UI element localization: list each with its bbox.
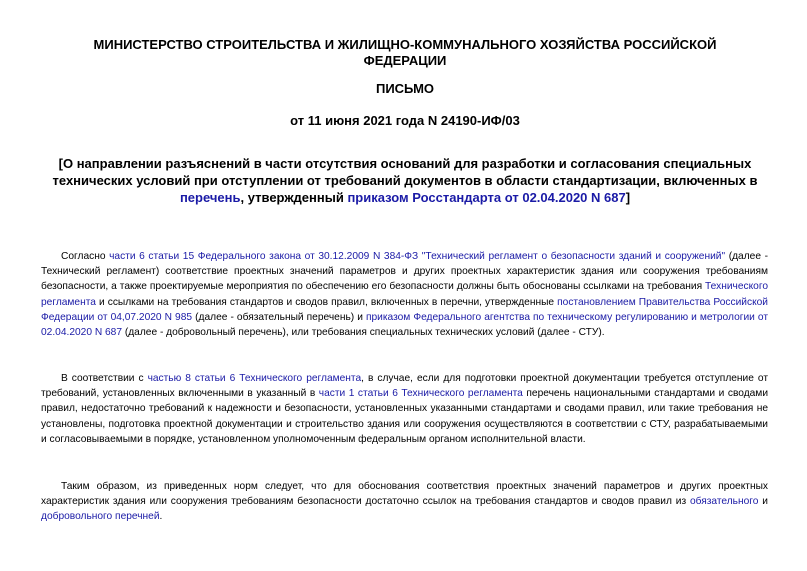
link-voluntary-list[interactable]: добровольного перечней xyxy=(41,511,160,523)
paragraph-1 xyxy=(41,249,768,340)
paragraph-text: перечень национальными стандартами и сводами правил, недостаточно требований к надежности и безопасности, установленных указанными стандартами и сводами правил, или такие требования не установлены, подготовка проектной документации и строительство здания или сооружения осуществляются в соответствии с СТУ, разрабатываемыми и согласовываемыми в порядке, установленном уполномоченным федеральным органом исполнительной власти. xyxy=(41,388,769,445)
paragraph-text: , в случае, если для подготовки проектной документации требуется отступление от требований, установленных включенными в указанный в xyxy=(41,373,769,400)
document-date-number: от 11 июня 2021 года N 24190-ИФ/03 xyxy=(290,113,520,128)
title-link-list[interactable]: перечень xyxy=(179,190,241,205)
link-government-decree[interactable]: постановлением Правительства Российской Федерации от 04,07.2020 N 985 xyxy=(41,296,768,323)
paragraph-2 xyxy=(41,371,768,447)
paragraph-3 xyxy=(41,479,768,525)
title-link-order[interactable]: приказом Росстандарта от 02.04.2020 N 687 xyxy=(347,190,626,205)
link-mandatory-list[interactable]: обязательного xyxy=(689,496,759,508)
paragraph-text: (далее - добровольный перечень), или требования специальных технических условий (далее - СТУ). xyxy=(122,327,605,339)
link-part8-article6[interactable]: частью 8 статьи 6 Технического регламента xyxy=(147,373,362,384)
title-text: ] xyxy=(625,190,631,205)
title-text: [О направлении разъяснений в части отсутствия оснований для разработки и согласования специальных технических условий при отступлении от требований документов в области стандартизации, включенных в xyxy=(52,156,758,188)
title-text: , утвержденный xyxy=(240,190,348,205)
paragraph-text: . xyxy=(159,511,163,523)
ministry-heading: МИНИСТЕРСТВО СТРОИТЕЛЬСТВА И ЖИЛИЩНО-КОММУНАЛЬНОГО ХОЗЯЙСТВА РОССИЙСКОЙ ФЕДЕРАЦИИ xyxy=(93,37,717,68)
link-part1-article6[interactable]: части 1 статьи 6 Технического регламента xyxy=(318,388,523,400)
document-title xyxy=(40,155,770,206)
paragraph-text: и xyxy=(758,496,768,508)
paragraph-text: В соответствии с xyxy=(61,373,148,384)
paragraph-text: (далее - Технический регламент) соответствие проектных значений параметров и других проектных характеристик здания или сооружения требованиям безопасности, а также проектируемые мероприятия по обеспечению его безопасности должны быть обоснованы ссылками на требования xyxy=(41,251,768,293)
document-type: ПИСЬМО xyxy=(375,81,435,96)
paragraph-text: Таким образом, из приведенных норм следует, что для обоснования соответствия проектных значений параметров и других проектных характеристик здания или сооружения требованиям безопасности достаточно ссылок на требования стандартов и сводов правил из xyxy=(41,481,768,508)
paragraph-text: и ссылками на требования стандартов и сводов правил, включенных в перечни, утвержденные xyxy=(95,296,558,308)
link-federal-law[interactable]: части 6 статьи 15 Федерального закона от 30.12.2009 N 384-ФЗ "Технический регламент о безопасности зданий и сооружений" xyxy=(109,251,726,262)
link-technical-regulation[interactable]: Технического регламента xyxy=(41,281,768,308)
link-rosstandart-order[interactable]: приказом Федерального агентства по техническому регулированию и метрологии от 02.04.2020 N 687 xyxy=(41,311,768,339)
paragraph-text: (далее - обязательный перечень) и xyxy=(192,311,366,323)
paragraph-text: Согласно xyxy=(61,251,110,262)
